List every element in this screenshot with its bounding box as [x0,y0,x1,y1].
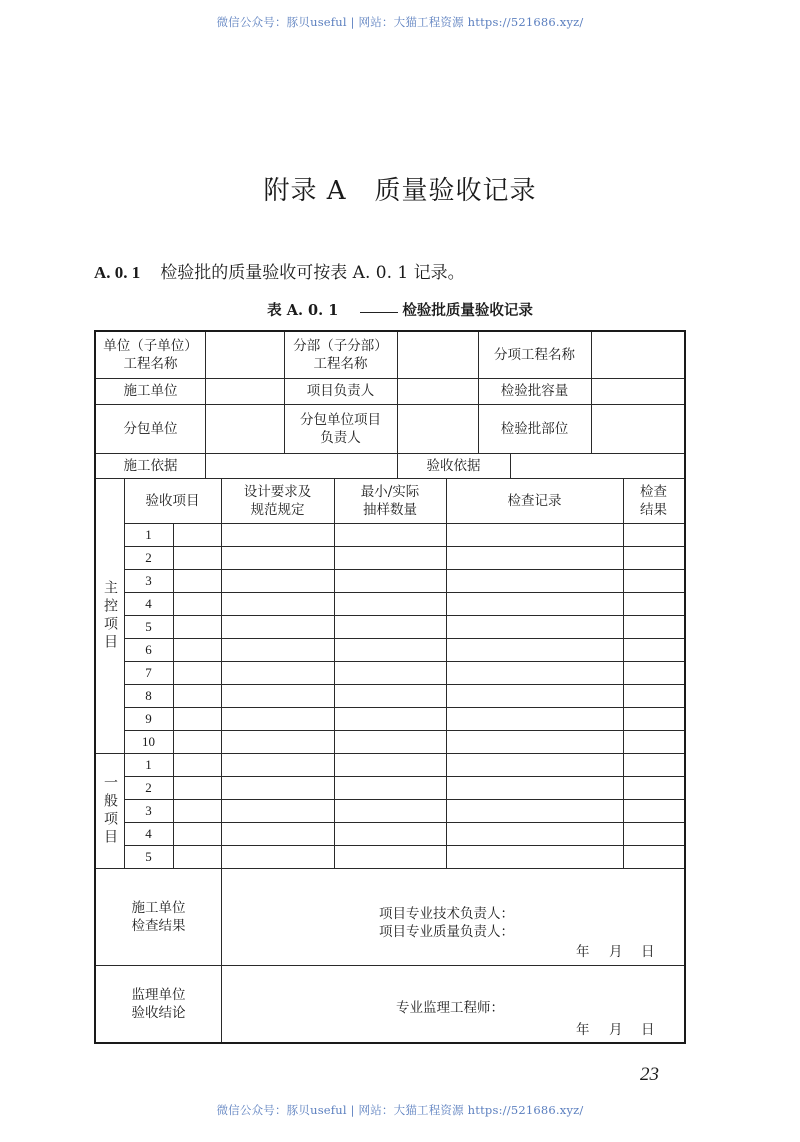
date-year: 年 [576,944,590,960]
label-subcontractor: 分包单位 [123,420,178,437]
row-number: 9 [145,710,152,726]
label-line: 工程名称 [313,356,368,372]
header-inspection-record: 检查记录 [507,492,562,509]
clause-number: A. 0. 1 [94,263,141,282]
appendix-heading: 质量验收记录 [374,176,537,206]
header-inspection-result [623,478,684,523]
field-acceptance-basis[interactable] [510,453,684,478]
field-subcontractor[interactable] [205,404,284,453]
date-month: 月 [609,944,623,960]
field-project-manager[interactable] [397,378,478,404]
row-number: 6 [145,641,152,657]
divider [124,845,684,846]
date-day: 日 [641,1022,655,1038]
divider [124,546,684,547]
supervision-engineer-signature-label: 专业监理工程师： [396,1000,504,1016]
label-subitem-project-name: 分项工程名称 [494,347,575,363]
table-title: 检验批质量验收记录 [402,302,533,319]
row-number: 1 [145,756,152,772]
divider [124,822,684,823]
inspection-batch-table [94,330,686,1044]
label-line: 单位（子单位） [103,338,198,354]
divider [221,478,222,868]
label-subcontractor-manager [284,404,397,453]
divider [124,661,684,662]
label-line: 工程名称 [123,356,178,372]
label-line: 验收结论 [131,1004,186,1021]
date-day: 日 [641,944,655,960]
divider [446,478,447,868]
field-division-project-name[interactable] [397,332,478,378]
divider [96,753,684,754]
field-batch-location[interactable] [591,404,684,453]
appendix-label: 附录 A [263,176,347,206]
watermark-top: 微信公众号：豚贝useful | 网站：大猫工程资源 https://521686.xyz/ [216,15,584,29]
label-unit-project-name [96,332,205,378]
row-number: 5 [145,618,152,634]
row-number: 2 [145,549,152,565]
label-line: 监理单位 [131,986,186,1003]
watermark-bottom: 微信公众号：豚贝useful | 网站：大猫工程资源 https://521686.xyz/ [216,1103,584,1117]
divider [124,684,684,685]
row-number: 8 [145,687,152,703]
divider [124,569,684,570]
label-construction-basis: 施工依据 [123,457,178,474]
divider [124,615,684,616]
label-line: 抽样数量 [363,501,417,518]
label-line: 分包单位项目 [300,411,381,428]
page-number: 23 [640,1064,659,1085]
table-number: 表 A. 0. 1 [267,302,339,319]
divider [623,478,624,868]
label-acceptance-basis: 验收依据 [426,457,481,474]
label-line: 规范规定 [250,501,305,518]
field-subitem-project-name[interactable] [591,332,684,378]
field-construction-basis[interactable] [205,453,397,478]
label-construction-check-result [96,868,221,965]
row-number: 3 [145,572,152,588]
date-month: 月 [609,1022,623,1038]
divider [124,776,684,777]
label-line: 分部（子分部） [293,338,388,354]
field-subcontractor-manager[interactable] [397,404,478,453]
row-number: 4 [145,595,152,611]
divider [173,523,174,868]
row-number: 3 [145,802,152,818]
field-batch-capacity[interactable] [591,378,684,404]
label-batch-location: 检验批部位 [500,420,569,437]
row-number: 4 [145,825,152,841]
label-supervision-conclusion [96,965,221,1042]
row-number: 5 [145,848,152,864]
group-general: 一般项目 [102,774,118,847]
label-line: 检查 [640,483,667,500]
label-project-manager: 项目负责人 [306,383,375,399]
clause-text: 检验批的质量验收可按表 A. 0. 1 记录。 [160,263,465,283]
blank-line [360,312,398,313]
header-sample-quantity [334,478,446,523]
divider [124,592,684,593]
divider [334,478,335,868]
row-number: 10 [142,733,155,749]
quality-lead-signature-label: 项目专业质量负责人： [379,924,514,940]
clause-paragraph [94,258,465,283]
row-number: 7 [145,664,152,680]
divider [221,868,222,1042]
divider [124,730,684,731]
tech-lead-signature-label: 项目专业技术负责人： [379,906,514,922]
label-construction-unit: 施工单位 [123,383,178,399]
row-number: 1 [145,526,152,542]
field-unit-project-name[interactable] [205,332,284,378]
table-caption [0,299,800,320]
divider [124,638,684,639]
appendix-title [0,170,800,207]
label-line: 最小/实际 [360,483,420,500]
divider [124,799,684,800]
label-line: 检查结果 [131,917,186,934]
label-line: 负责人 [320,429,361,446]
divider [124,707,684,708]
date-year: 年 [576,1022,590,1038]
label-line: 施工单位 [131,899,186,916]
label-division-project-name [284,332,397,378]
group-main-control: 主控项目 [102,579,118,652]
label-line: 设计要求及 [243,483,312,500]
divider [124,523,684,524]
field-construction-unit[interactable] [205,378,284,404]
header-acceptance-item: 验收项目 [145,492,200,509]
header-design-requirements [221,478,334,523]
label-batch-capacity: 检验批容量 [500,383,569,399]
label-line: 结果 [640,501,667,518]
row-number: 2 [145,779,152,795]
